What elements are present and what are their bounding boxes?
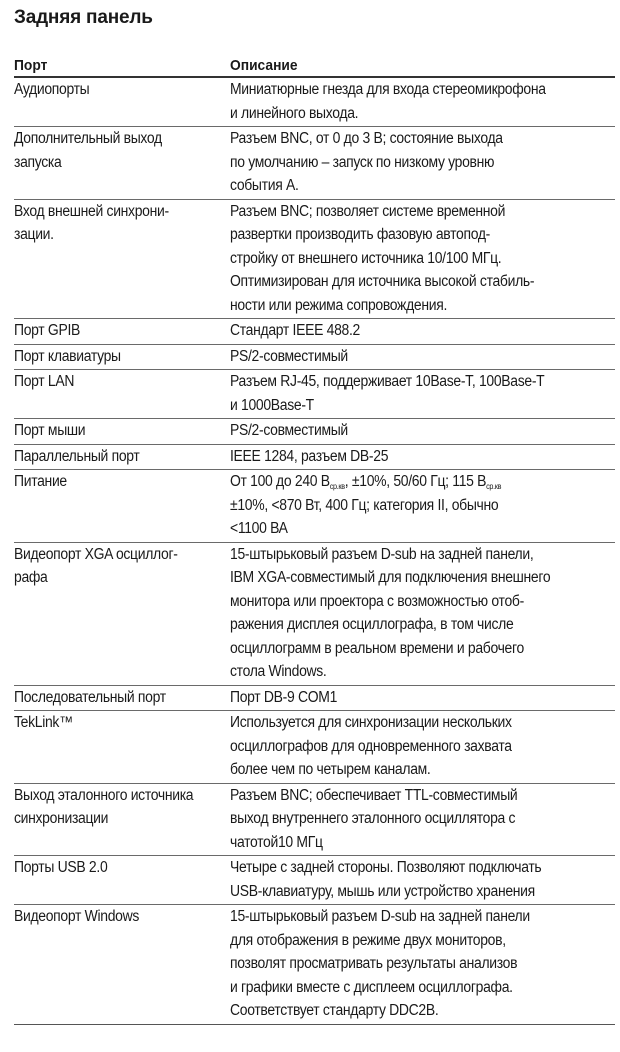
port-name-cell — [14, 319, 230, 345]
port-description-cell — [230, 127, 615, 200]
rear-panel-ports-table — [14, 57, 615, 1025]
port-description: Используется для синхронизации нескольких осциллографов для одновременного захвата более чем по четырем каналам. — [230, 714, 512, 778]
section-title: Задняя панель — [14, 7, 153, 28]
power-text-part: От 100 до 240 В — [230, 473, 330, 490]
port-description-cell — [230, 685, 615, 711]
port-description-cell — [230, 319, 615, 345]
column-header-description: Описание — [230, 57, 584, 77]
port-description-power — [230, 470, 615, 541]
table-row — [14, 856, 615, 905]
port-name: Порт GPIB — [14, 322, 81, 339]
port-description: PS/2-совместимый — [230, 422, 348, 439]
port-description-cell — [230, 470, 615, 543]
port-description: Стандарт IEEE 488.2 — [230, 322, 360, 339]
port-name: Дополнительный выход запуска — [14, 130, 162, 171]
port-name-cell — [14, 783, 230, 856]
port-description-cell — [230, 542, 615, 685]
port-name: Порт мыши — [14, 422, 86, 439]
table-row — [14, 127, 615, 200]
port-description-cell — [230, 419, 615, 445]
port-description-cell — [230, 856, 615, 905]
port-description-cell — [230, 370, 615, 419]
port-description-cell — [230, 444, 615, 470]
table-row — [14, 344, 615, 370]
port-description: PS/2-совместимый — [230, 347, 348, 365]
port-name-cell — [14, 419, 230, 445]
port-name: Последовательный порт — [14, 688, 166, 706]
port-name: Параллельный порт — [14, 447, 140, 465]
table-row — [14, 685, 615, 711]
table-row — [14, 199, 615, 319]
port-description: Разъем BNC; позволяет системе временной развертки производить фазовую автопод- стройку от внешнего источника 10/100 МГц. Оптимизирован для источника высокой стабиль- ности или режима сопровождения. — [230, 202, 535, 314]
table-header-row — [14, 57, 615, 77]
table-row — [14, 444, 615, 470]
port-name: Видеопорт XGA осциллог- рафа — [14, 545, 178, 586]
table-row — [14, 783, 615, 856]
table-row — [14, 470, 615, 543]
port-description: Порт DB-9 COM1 — [230, 688, 338, 706]
power-text-part: , ±10%, 50/60 Гц; 115 В — [344, 473, 487, 490]
port-description-cell — [230, 199, 615, 319]
port-name: Порты USB 2.0 — [14, 859, 108, 876]
port-name: Выход эталонного источника синхронизации — [14, 786, 194, 827]
table-row — [14, 319, 615, 345]
port-description: 15-штырьковый разъем D-sub на задней панели для отображения в режиме двух мониторов, позволят просматривать результаты анализов и графики вместе с дисплеем осциллографа. Соответствует стандарту DDC2B. — [230, 908, 530, 1019]
port-name-cell — [14, 856, 230, 905]
table-row — [14, 711, 615, 784]
table-row — [14, 905, 615, 1025]
port-name: Порт LAN — [14, 373, 75, 390]
port-description-cell — [230, 711, 615, 784]
port-name-cell — [14, 711, 230, 784]
port-description: Четыре с задней стороны. Позволяют подключать USB-клавиатуру, мышь или устройство хранения — [230, 859, 542, 900]
port-name-cell — [14, 127, 230, 200]
table-row — [14, 542, 615, 685]
table-row — [14, 370, 615, 419]
port-name-cell — [14, 444, 230, 470]
port-description: Разъем BNC, от 0 до 3 В; состояние выхода по умолчанию – запуск по низкому уровню события А. — [230, 130, 503, 194]
port-name: TekLink™ — [14, 714, 73, 731]
document-page — [14, 0, 615, 1025]
port-name: Порт клавиатуры — [14, 347, 121, 365]
port-name-cell — [14, 685, 230, 711]
port-description-cell — [230, 77, 615, 127]
port-name: Вход внешней синхрони- зации. — [14, 202, 169, 243]
port-description: Миниатюрные гнезда для входа стереомикрофона и линейного выхода. — [230, 81, 546, 122]
column-header-port: Порт — [14, 57, 213, 77]
port-name-cell — [14, 905, 230, 1025]
port-name-cell — [14, 470, 230, 543]
port-name-cell — [14, 542, 230, 685]
port-description: Разъем BNC; обеспечивает TTL-совместимый выход внутреннего эталонного осциллятора с чатотой10 МГц — [230, 786, 518, 851]
port-name-cell — [14, 370, 230, 419]
table-row — [14, 77, 615, 127]
port-description: IEEE 1284, разъем DB-25 — [230, 447, 389, 465]
port-name-cell — [14, 344, 230, 370]
port-description-cell — [230, 783, 615, 856]
port-name: Питание — [14, 473, 67, 490]
port-name: Видеопорт Windows — [14, 908, 140, 925]
port-description: Разъем RJ-45, поддерживает 10Base-T, 100Base-T и 1000Base-T — [230, 373, 545, 414]
power-text-part: ±10%, <870 Вт, 400 Гц; категория II, обычно <1100 ВА — [230, 496, 499, 537]
port-name-cell — [14, 199, 230, 319]
rms-subscript: ср.кв — [329, 482, 345, 491]
port-name: Аудиопорты — [14, 81, 90, 98]
table-row — [14, 419, 615, 445]
port-name-cell — [14, 77, 230, 127]
rms-subscript: ср.кв — [486, 482, 502, 491]
port-description-cell — [230, 344, 615, 370]
port-description: 15-штырьковый разъем D-sub на задней панели, IBM XGA-совместимый для подключения внешнего монитора или проектора с возможностью отоб- ражения дисплея осциллографа, в том числе осциллограмм в реальном времени и рабочего стола Windows. — [230, 545, 551, 680]
port-description-cell — [230, 905, 615, 1025]
